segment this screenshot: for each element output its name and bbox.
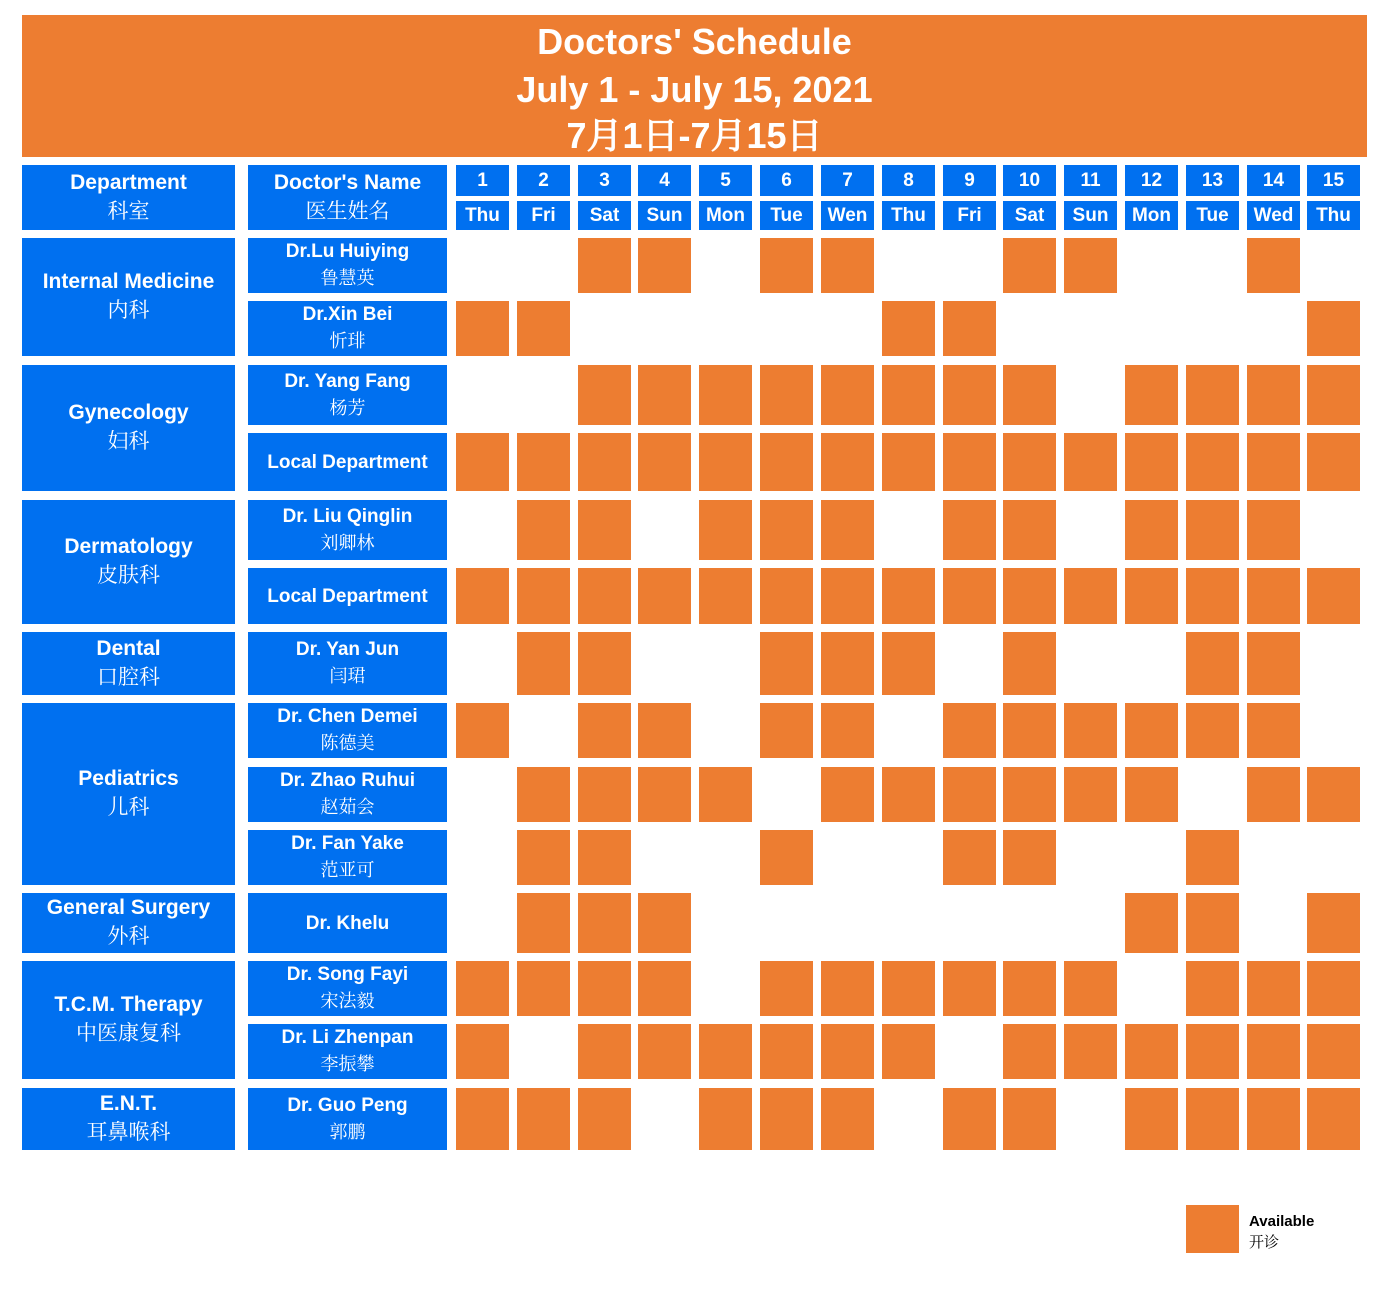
available-cell <box>517 301 570 356</box>
available-cell <box>1064 767 1117 822</box>
available-cell <box>517 568 570 624</box>
day-of-week-7: Wen <box>821 201 874 230</box>
available-cell <box>517 830 570 885</box>
doctor-cell <box>248 767 447 822</box>
day-of-week-9: Fri <box>943 201 996 230</box>
available-cell <box>578 632 631 695</box>
page-subtitle: July 1 - July 15, 2021 <box>516 69 873 110</box>
available-cell <box>699 1024 752 1079</box>
available-cell <box>943 301 996 356</box>
available-cell <box>1186 1088 1239 1150</box>
department-name-zh: 皮肤科 <box>97 563 160 587</box>
day-number-14: 14 <box>1247 165 1300 196</box>
available-cell <box>1186 365 1239 425</box>
available-cell <box>1064 703 1117 758</box>
doctor-name-zh: 陈德美 <box>320 733 375 754</box>
available-cell <box>1125 893 1178 953</box>
available-cell <box>578 830 631 885</box>
available-cell <box>760 703 813 758</box>
available-cell <box>882 365 935 425</box>
available-cell <box>882 1024 935 1079</box>
available-cell <box>760 961 813 1016</box>
available-cell <box>456 1024 509 1079</box>
available-cell <box>517 893 570 953</box>
available-cell <box>1125 568 1178 624</box>
available-cell <box>760 238 813 293</box>
doctor-name-zh: 李振攀 <box>320 1054 375 1075</box>
department-name-en: Dermatology <box>64 535 193 558</box>
doctor-name-en: Dr. Li Zhenpan <box>281 1027 414 1048</box>
available-cell <box>1125 433 1178 491</box>
available-cell <box>517 961 570 1016</box>
doctor-cell <box>248 238 447 293</box>
day-of-week-12: Mon <box>1125 201 1178 230</box>
available-cell <box>578 365 631 425</box>
available-cell <box>882 301 935 356</box>
available-cell <box>699 433 752 491</box>
available-cell <box>1003 568 1056 624</box>
day-number-6: 6 <box>760 165 813 196</box>
available-cell <box>456 433 509 491</box>
available-cell <box>1186 632 1239 695</box>
day-number-13: 13 <box>1186 165 1239 196</box>
day-number-4: 4 <box>638 165 691 196</box>
available-cell <box>1125 365 1178 425</box>
doctor-name-zh: 闫珺 <box>329 666 366 687</box>
doctor-name-zh: 杨芳 <box>329 397 366 419</box>
available-cell <box>1003 1024 1056 1079</box>
department-cell <box>22 1088 235 1150</box>
available-cell <box>638 703 691 758</box>
day-of-week-10: Sat <box>1003 201 1056 230</box>
available-cell <box>638 893 691 953</box>
day-of-week-5: Mon <box>699 201 752 230</box>
available-cell <box>638 767 691 822</box>
available-cell <box>578 1088 631 1150</box>
available-cell <box>821 961 874 1016</box>
doctor-name-en: Dr.Lu Huiying <box>285 241 410 262</box>
available-cell <box>821 238 874 293</box>
available-cell <box>760 830 813 885</box>
available-cell <box>821 365 874 425</box>
doctor-cell <box>248 365 447 425</box>
doctor-name-en: Dr. Yang Fang <box>284 370 411 392</box>
available-cell <box>638 961 691 1016</box>
available-cell <box>517 500 570 560</box>
department-name-en: T.C.M. Therapy <box>54 993 203 1016</box>
available-cell <box>821 433 874 491</box>
department-name-en: Gynecology <box>68 401 189 424</box>
available-cell <box>882 632 935 695</box>
available-cell <box>1003 830 1056 885</box>
page-subtitle-zh: 7月1日-7月15日 <box>566 115 823 156</box>
available-cell <box>578 433 631 491</box>
available-cell <box>821 568 874 624</box>
doctor-cell <box>248 500 447 560</box>
available-cell <box>1247 433 1300 491</box>
department-cell <box>22 365 235 491</box>
available-cell <box>1307 1024 1360 1079</box>
available-cell <box>1125 703 1178 758</box>
available-cell <box>1247 1024 1300 1079</box>
available-cell <box>578 961 631 1016</box>
department-name-zh: 儿科 <box>107 795 150 819</box>
department-name-zh: 内科 <box>107 298 150 322</box>
available-cell <box>943 568 996 624</box>
day-of-week-13: Tue <box>1186 201 1239 230</box>
available-cell <box>456 961 509 1016</box>
available-cell <box>1307 433 1360 491</box>
available-cell <box>456 301 509 356</box>
day-of-week-15: Thu <box>1307 201 1360 230</box>
doctor-cell <box>248 1088 447 1150</box>
department-column-header-zh: 科室 <box>107 198 150 223</box>
available-cell <box>1247 568 1300 624</box>
available-cell <box>578 238 631 293</box>
doctor-cell <box>248 1024 447 1079</box>
available-cell <box>1307 767 1360 822</box>
day-number-3: 3 <box>578 165 631 196</box>
available-cell <box>821 500 874 560</box>
day-of-week-8: Thu <box>882 201 935 230</box>
schedule-header <box>22 15 1367 157</box>
available-cell <box>517 433 570 491</box>
doctor-name-en: Local Department <box>267 585 428 607</box>
day-of-week-3: Sat <box>578 201 631 230</box>
available-cell <box>1064 1024 1117 1079</box>
available-cell <box>1186 830 1239 885</box>
doctor-name-en: Dr. Fan Yake <box>291 833 404 854</box>
doctor-name-en: Dr. Chen Demei <box>277 706 418 727</box>
available-cell <box>638 433 691 491</box>
available-cell <box>1247 365 1300 425</box>
department-name-en: Internal Medicine <box>42 270 215 293</box>
available-cell <box>882 767 935 822</box>
available-cell <box>578 1024 631 1079</box>
doctor-name-en: Dr. Khelu <box>305 912 390 934</box>
department-cell <box>22 238 235 356</box>
day-number-11: 11 <box>1064 165 1117 196</box>
doctor-name-zh: 刘卿林 <box>320 532 375 554</box>
department-name-en: E.N.T. <box>99 1092 158 1115</box>
doctor-name-en: Local Department <box>267 451 428 473</box>
available-cell <box>882 961 935 1016</box>
available-cell <box>760 568 813 624</box>
available-cell <box>1247 1088 1300 1150</box>
available-cell <box>1125 1088 1178 1150</box>
available-cell <box>1186 703 1239 758</box>
available-cell <box>1125 500 1178 560</box>
available-cell <box>821 703 874 758</box>
available-cell <box>517 632 570 695</box>
available-cell <box>1247 767 1300 822</box>
available-cell <box>1307 301 1360 356</box>
day-of-week-2: Fri <box>517 201 570 230</box>
available-cell <box>1003 1088 1056 1150</box>
doctor-name-en: Dr. Guo Peng <box>287 1094 408 1116</box>
available-cell <box>699 500 752 560</box>
day-number-9: 9 <box>943 165 996 196</box>
department-cell <box>22 961 235 1079</box>
doctor-cell <box>248 893 447 953</box>
legend-label-zh: 开诊 <box>1249 1233 1280 1251</box>
doctor-cell <box>248 433 447 491</box>
available-cell <box>517 1088 570 1150</box>
day-number-12: 12 <box>1125 165 1178 196</box>
doctor-cell <box>248 830 447 885</box>
doctor-cell <box>248 632 447 695</box>
doctor-column-header <box>248 165 447 230</box>
department-name-zh: 外科 <box>107 924 150 948</box>
available-cell <box>943 961 996 1016</box>
doctor-name-zh: 忻琲 <box>329 331 366 352</box>
available-cell <box>1307 568 1360 624</box>
doctor-name-zh: 鲁慧英 <box>320 268 375 289</box>
doctor-name-zh: 郭鹏 <box>329 1121 366 1143</box>
available-cell <box>1186 433 1239 491</box>
available-cell <box>943 433 996 491</box>
doctor-name-zh: 范亚可 <box>320 860 375 881</box>
available-cell <box>1247 500 1300 560</box>
department-name-en: Pediatrics <box>78 767 179 790</box>
department-column-header <box>22 165 235 230</box>
department-cell <box>22 500 235 624</box>
available-cell <box>1307 365 1360 425</box>
day-number-10: 10 <box>1003 165 1056 196</box>
available-cell <box>456 1088 509 1150</box>
department-name-en: Dental <box>96 636 161 660</box>
available-cell <box>578 500 631 560</box>
available-cell <box>760 433 813 491</box>
available-cell <box>1003 961 1056 1016</box>
available-cell <box>1186 500 1239 560</box>
doctor-cell <box>248 301 447 356</box>
available-cell <box>1064 433 1117 491</box>
day-of-week-11: Sun <box>1064 201 1117 230</box>
available-cell <box>578 568 631 624</box>
available-cell <box>517 767 570 822</box>
available-cell <box>1186 1024 1239 1079</box>
page-title: Doctors' Schedule <box>537 21 852 62</box>
available-cell <box>1003 500 1056 560</box>
available-cell <box>1125 767 1178 822</box>
available-cell <box>1247 961 1300 1016</box>
available-cell <box>456 568 509 624</box>
available-cell <box>1003 767 1056 822</box>
available-cell <box>638 238 691 293</box>
department-cell <box>22 893 235 953</box>
available-cell <box>638 1024 691 1079</box>
day-of-week-1: Thu <box>456 201 509 230</box>
available-cell <box>1307 1088 1360 1150</box>
available-cell <box>1003 433 1056 491</box>
available-cell <box>821 1024 874 1079</box>
available-cell <box>456 703 509 758</box>
doctor-name-zh: 宋法毅 <box>320 991 375 1012</box>
available-cell <box>943 767 996 822</box>
available-cell <box>699 365 752 425</box>
available-cell <box>1247 632 1300 695</box>
day-of-week-4: Sun <box>638 201 691 230</box>
available-cell <box>821 767 874 822</box>
available-cell <box>943 830 996 885</box>
doctor-cell <box>248 568 447 624</box>
department-name-zh: 中医康复科 <box>76 1021 181 1045</box>
department-cell <box>22 632 235 695</box>
available-cell <box>1003 365 1056 425</box>
doctor-cell <box>248 961 447 1016</box>
department-cell <box>22 703 235 885</box>
day-number-15: 15 <box>1307 165 1360 196</box>
doctor-cell <box>248 703 447 758</box>
available-cell <box>1003 632 1056 695</box>
legend <box>1249 1211 1314 1253</box>
day-number-5: 5 <box>699 165 752 196</box>
doctor-name-en: Dr. Song Fayi <box>286 964 409 985</box>
available-cell <box>1247 703 1300 758</box>
available-cell <box>1125 1024 1178 1079</box>
available-cell <box>943 1088 996 1150</box>
doctor-name-en: Dr. Liu Qinglin <box>282 505 413 527</box>
available-cell <box>1307 961 1360 1016</box>
day-of-week-6: Tue <box>760 201 813 230</box>
department-name-zh: 口腔科 <box>97 664 160 689</box>
available-cell <box>882 433 935 491</box>
available-cell <box>943 703 996 758</box>
department-name-zh: 妇科 <box>107 429 150 453</box>
available-cell <box>1064 961 1117 1016</box>
available-cell <box>882 568 935 624</box>
available-cell <box>943 500 996 560</box>
doctor-name-zh: 赵茹会 <box>320 797 375 818</box>
available-cell <box>578 893 631 953</box>
available-cell <box>699 767 752 822</box>
available-cell <box>1186 961 1239 1016</box>
available-cell <box>699 1088 752 1150</box>
legend-swatch <box>1186 1205 1239 1253</box>
doctor-column-header-zh: 医生姓名 <box>305 198 390 223</box>
available-cell <box>1186 893 1239 953</box>
doctor-name-en: Dr. Zhao Ruhui <box>279 770 416 791</box>
day-number-1: 1 <box>456 165 509 196</box>
department-name-zh: 耳鼻喉科 <box>86 1120 171 1144</box>
available-cell <box>1003 703 1056 758</box>
available-cell <box>1247 238 1300 293</box>
available-cell <box>821 1088 874 1150</box>
department-name-en: General Surgery <box>46 896 211 919</box>
available-cell <box>638 568 691 624</box>
doctor-column-header-en: Doctor's Name <box>273 170 422 194</box>
available-cell <box>638 365 691 425</box>
doctor-name-en: Dr. Yan Jun <box>295 639 400 660</box>
available-cell <box>1064 238 1117 293</box>
available-cell <box>1186 568 1239 624</box>
available-cell <box>578 703 631 758</box>
day-of-week-14: Wed <box>1247 201 1300 230</box>
available-cell <box>760 1088 813 1150</box>
available-cell <box>943 365 996 425</box>
available-cell <box>760 1024 813 1079</box>
department-column-header-en: Department <box>70 170 187 194</box>
available-cell <box>1064 568 1117 624</box>
available-cell <box>578 767 631 822</box>
available-cell <box>821 632 874 695</box>
available-cell <box>760 365 813 425</box>
available-cell <box>1003 238 1056 293</box>
day-number-7: 7 <box>821 165 874 196</box>
doctor-name-en: Dr.Xin Bei <box>302 304 393 325</box>
available-cell <box>1307 893 1360 953</box>
available-cell <box>699 568 752 624</box>
day-number-2: 2 <box>517 165 570 196</box>
available-cell <box>760 500 813 560</box>
legend-label-en: Available <box>1249 1213 1315 1230</box>
day-number-8: 8 <box>882 165 935 196</box>
available-cell <box>760 632 813 695</box>
